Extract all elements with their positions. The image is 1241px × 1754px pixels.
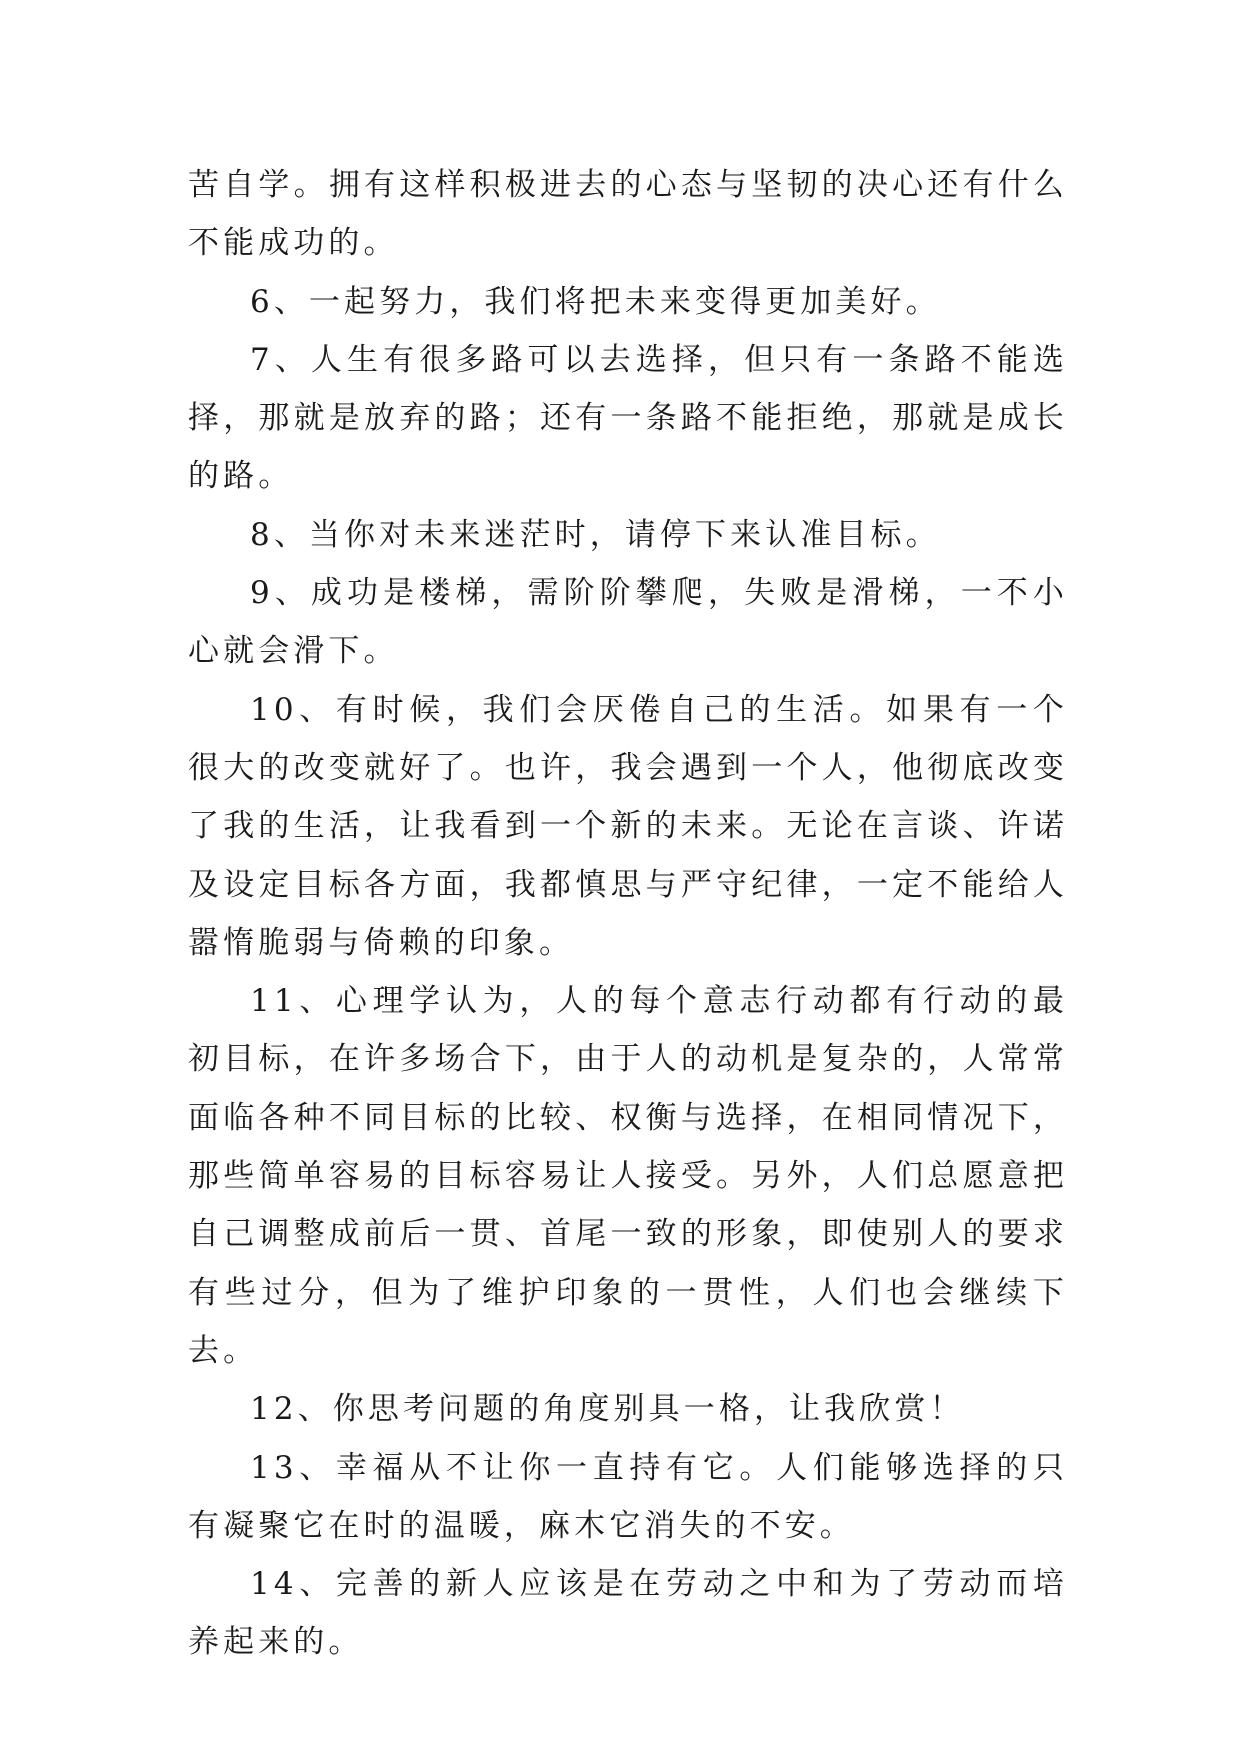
paragraph-9: 9、成功是楼梯，需阶阶攀爬，失败是滑梯，一不小心就会滑下。 <box>188 575 1068 670</box>
paragraph-13: 13、幸福从不让你一直持有它。人们能够选择的只有凝聚它在时的温暖，麻木它消失的不安。 <box>188 1449 1068 1544</box>
paragraph-10: 10、有时候，我们会厌倦自己的生活。如果有一个很大的改变就好了。也许，我会遇到一个人，他彻底改变了我的生活，让我看到一个新的未来。无论在言谈、许诺及设定目标各方面，我都慎思与严守纪律，一定不能给人嚣惰脆弱与倚赖的印象。 <box>188 691 1068 961</box>
paragraph-12: 12、你思考问题的角度别具一格，让我欣赏！ <box>250 1391 965 1428</box>
paragraph-14: 14、完善的新人应该是在劳动之中和为了劳动而培养起来的。 <box>188 1566 1068 1661</box>
paragraph-11: 11、心理学认为，人的每个意志行动都有行动的最初目标，在许多场合下，由于人的动机是复杂的，人常常面临各种不同目标的比较、权衡与选择，在相同情况下，那些简单容易的目标容易让人接受。另外，人们总愿意把自己调整成前后一贯、首尾一致的形象，即使别人的要求有些过分，但为了维护印象的一贯性，人们也会继续下去。 <box>188 983 1068 1369</box>
paragraph-8: 8、当你对未来迷茫时，请停下来认准目标。 <box>250 516 941 553</box>
document-body <box>188 156 1068 1672</box>
paragraph-6: 6、一起努力，我们将把未来变得更加美好。 <box>250 283 941 320</box>
paragraph-7: 7、人生有很多路可以去选择，但只有一条路不能选择，那就是放弃的路；还有一条路不能拒绝，那就是成长的路。 <box>188 341 1068 495</box>
paragraph-continuation: 苦自学。拥有这样积极进去的心态与坚韧的决心还有什么不能成功的。 <box>188 167 1068 262</box>
